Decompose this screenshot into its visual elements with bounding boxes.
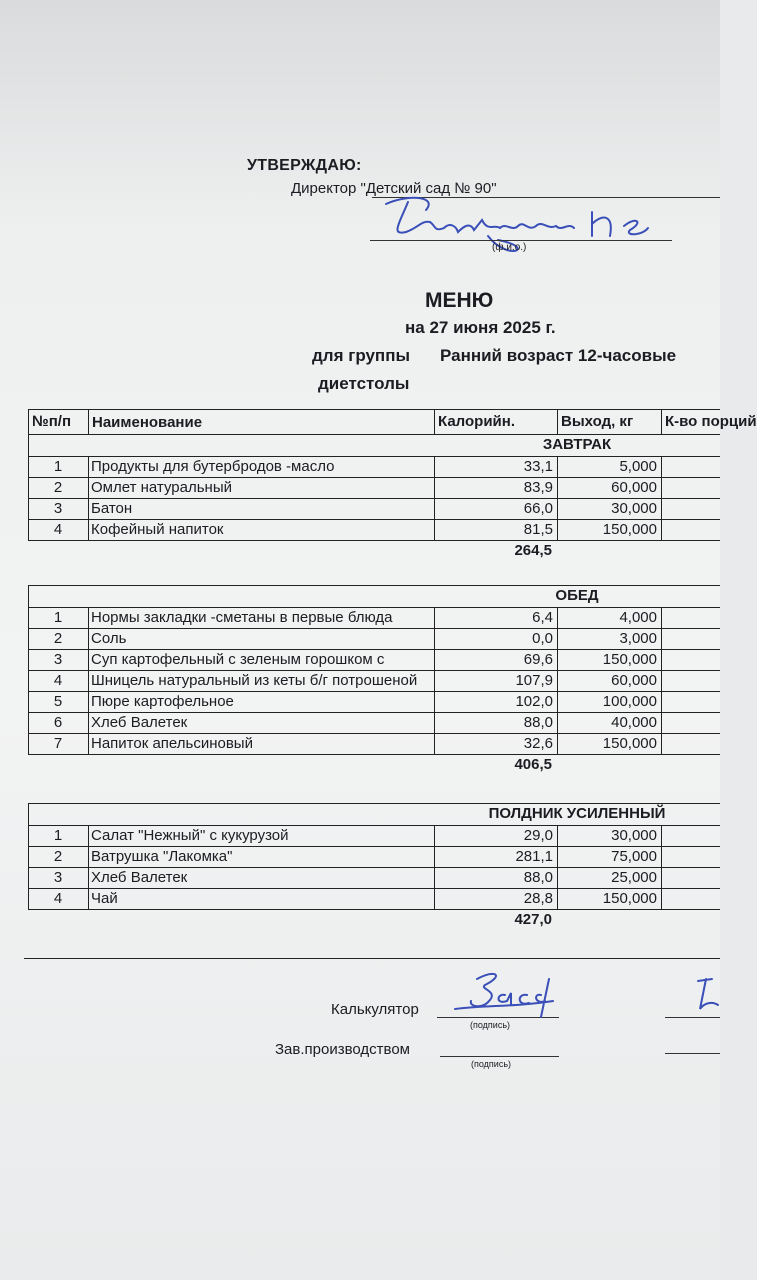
row-divider xyxy=(661,456,662,477)
row-divider xyxy=(557,825,558,846)
table-header-divider xyxy=(88,409,89,434)
row-divider xyxy=(661,867,662,888)
row-divider xyxy=(88,867,89,888)
header-name: Наименование xyxy=(92,414,203,431)
director-label: Директор "Детский сад № 90" xyxy=(291,180,497,197)
row-dish-name: Суп картофельный с зеленым горошком с xyxy=(91,651,385,668)
fio-underline xyxy=(370,240,672,241)
row-yield: 3,000 xyxy=(619,630,657,647)
calculator-second-line xyxy=(665,1017,720,1018)
row-number: 7 xyxy=(53,735,63,752)
row-divider xyxy=(434,712,435,733)
row-divider xyxy=(661,691,662,712)
row-calories: 107,9 xyxy=(515,672,553,689)
row-dish-name: Кофейный напиток xyxy=(91,521,224,538)
row-divider xyxy=(661,733,662,754)
header-num: №п/п xyxy=(32,413,72,430)
row-yield: 75,000 xyxy=(611,848,657,865)
row-divider xyxy=(661,607,662,628)
row-yield: 150,000 xyxy=(602,651,657,668)
row-yield: 60,000 xyxy=(611,479,657,496)
row-divider xyxy=(88,456,89,477)
section-top-rule xyxy=(28,803,720,804)
row-bottom-rule xyxy=(28,754,720,755)
row-calories: 6,4 xyxy=(532,609,553,626)
table-header-divider xyxy=(434,409,435,434)
row-divider xyxy=(661,628,662,649)
row-calories: 88,0 xyxy=(523,714,553,731)
row-dish-name: Чай xyxy=(91,890,118,907)
row-calories: 0,0 xyxy=(532,630,553,647)
row-calories: 29,0 xyxy=(523,827,553,844)
row-divider xyxy=(434,477,435,498)
menu-title: МЕНЮ xyxy=(425,289,494,312)
row-calories: 81,5 xyxy=(523,521,553,538)
row-number: 4 xyxy=(53,890,63,907)
row-divider xyxy=(557,649,558,670)
row-number: 1 xyxy=(53,827,63,844)
row-divider xyxy=(434,670,435,691)
group-value: Ранний возраст 12-часовые xyxy=(440,346,677,365)
production-signature-caption: (подпись) xyxy=(471,1059,512,1069)
row-number: 5 xyxy=(53,693,63,710)
row-yield: 25,000 xyxy=(611,869,657,886)
table-header-bottom-rule xyxy=(28,434,720,435)
calculator-label: Калькулятор xyxy=(331,1001,419,1018)
row-calories: 88,0 xyxy=(523,869,553,886)
row-divider xyxy=(434,825,435,846)
menu-date: на 27 июня 2025 г. xyxy=(405,318,556,337)
row-divider xyxy=(557,670,558,691)
header-yield: Выход, кг xyxy=(561,413,634,430)
row-number: 6 xyxy=(53,714,63,731)
row-divider xyxy=(88,825,89,846)
row-divider xyxy=(557,733,558,754)
table-header-divider xyxy=(28,409,29,434)
row-dish-name: Продукты для бутербродов -масло xyxy=(91,458,335,475)
row-yield: 150,000 xyxy=(602,890,657,907)
group-label: для группы xyxy=(312,346,410,365)
header-qty: К-во порций xyxy=(665,413,757,430)
row-yield: 60,000 xyxy=(611,672,657,689)
row-dish-name: Шницель натуральный из кеты б/г потрошеной xyxy=(91,672,418,689)
row-divider xyxy=(434,519,435,540)
row-divider xyxy=(661,519,662,540)
footer-divider xyxy=(24,958,720,959)
production-second-line xyxy=(665,1053,720,1054)
fio-caption: (ф.и.о.) xyxy=(492,242,527,253)
row-divider xyxy=(434,846,435,867)
row-divider xyxy=(434,888,435,909)
row-dish-name: Пюре картофельное xyxy=(91,693,234,710)
row-calories: 32,6 xyxy=(523,735,553,752)
row-divider xyxy=(434,456,435,477)
row-divider xyxy=(434,607,435,628)
row-calories: 281,1 xyxy=(515,848,553,865)
row-divider xyxy=(88,498,89,519)
section-top-rule xyxy=(28,585,720,586)
row-divider xyxy=(661,825,662,846)
row-yield: 4,000 xyxy=(619,609,657,626)
table-header-divider xyxy=(557,409,558,434)
row-divider xyxy=(557,607,558,628)
row-divider xyxy=(88,477,89,498)
row-yield: 150,000 xyxy=(602,735,657,752)
row-divider xyxy=(88,712,89,733)
row-number: 3 xyxy=(53,651,63,668)
row-divider xyxy=(434,649,435,670)
row-yield: 100,000 xyxy=(602,693,657,710)
row-divider xyxy=(88,733,89,754)
approve-label: УТВЕРЖДАЮ: xyxy=(247,157,362,174)
row-calories: 66,0 xyxy=(523,500,553,517)
row-divider xyxy=(557,456,558,477)
header-kcal: Калорийн. xyxy=(438,413,516,430)
calculator-signature-caption: (подпись) xyxy=(470,1020,511,1030)
row-divider xyxy=(661,712,662,733)
row-divider xyxy=(557,888,558,909)
row-divider xyxy=(557,628,558,649)
row-yield: 40,000 xyxy=(611,714,657,731)
section-title-1: ОБЕД xyxy=(555,587,599,604)
section-title-0: ЗАВТРАК xyxy=(542,436,612,453)
row-divider xyxy=(88,607,89,628)
calculator-handwritten-signature xyxy=(455,965,555,1025)
row-calories: 102,0 xyxy=(515,693,553,710)
row-number: 1 xyxy=(53,458,63,475)
row-number: 2 xyxy=(53,848,63,865)
production-label: Зав.производством xyxy=(275,1041,410,1058)
row-number: 4 xyxy=(53,521,63,538)
production-signature-line xyxy=(440,1056,559,1057)
row-divider xyxy=(557,477,558,498)
row-divider xyxy=(88,628,89,649)
row-divider xyxy=(557,519,558,540)
row-calories: 33,1 xyxy=(523,458,553,475)
section-title-2: ПОЛДНИК УСИЛЕННЫЙ xyxy=(488,805,666,822)
row-dish-name: Батон xyxy=(91,500,133,517)
row-number: 3 xyxy=(53,869,63,886)
row-divider xyxy=(557,712,558,733)
partial-handwritten-mark xyxy=(692,975,720,1015)
row-dish-name: Соль xyxy=(91,630,127,647)
row-divider xyxy=(88,519,89,540)
section-total-1: 406,5 xyxy=(514,756,552,773)
row-divider xyxy=(434,498,435,519)
row-number: 4 xyxy=(53,672,63,689)
row-dish-name: Омлет натуральный xyxy=(91,479,232,496)
row-divider xyxy=(557,498,558,519)
row-divider xyxy=(434,628,435,649)
row-dish-name: Ватрушка "Лакомка" xyxy=(91,848,233,865)
row-divider xyxy=(661,649,662,670)
row-yield: 5,000 xyxy=(619,458,657,475)
row-divider xyxy=(557,691,558,712)
row-divider xyxy=(88,691,89,712)
diet-label: диетстолы xyxy=(318,374,410,393)
row-divider xyxy=(661,888,662,909)
row-divider xyxy=(88,649,89,670)
row-divider xyxy=(661,498,662,519)
row-calories: 69,6 xyxy=(523,651,553,668)
row-divider xyxy=(88,888,89,909)
row-yield: 150,000 xyxy=(602,521,657,538)
row-divider xyxy=(557,846,558,867)
table-header-divider xyxy=(661,409,662,434)
table-header-top-rule xyxy=(28,409,720,410)
row-divider xyxy=(661,670,662,691)
row-dish-name: Нормы закладки -сметаны в первые блюда xyxy=(91,609,393,626)
row-divider xyxy=(661,846,662,867)
row-bottom-rule xyxy=(28,909,720,910)
row-dish-name: Хлеб Валетек xyxy=(91,869,188,886)
row-dish-name: Напиток апельсиновый xyxy=(91,735,253,752)
row-divider xyxy=(88,670,89,691)
director-handwritten-signature xyxy=(378,192,688,252)
row-calories: 28,8 xyxy=(523,890,553,907)
row-bottom-rule xyxy=(28,540,720,541)
row-divider xyxy=(661,477,662,498)
row-dish-name: Салат "Нежный" с кукурузой xyxy=(91,827,289,844)
row-divider xyxy=(557,867,558,888)
row-divider xyxy=(434,733,435,754)
section-total-0: 264,5 xyxy=(514,542,552,559)
row-divider xyxy=(434,867,435,888)
row-yield: 30,000 xyxy=(611,500,657,517)
section-total-2: 427,0 xyxy=(514,911,552,928)
row-dish-name: Хлеб Валетек xyxy=(91,714,188,731)
row-divider xyxy=(88,846,89,867)
row-number: 3 xyxy=(53,500,63,517)
row-yield: 30,000 xyxy=(611,827,657,844)
row-number: 2 xyxy=(53,479,63,496)
row-calories: 83,9 xyxy=(523,479,553,496)
row-number: 1 xyxy=(53,609,63,626)
row-number: 2 xyxy=(53,630,63,647)
row-divider xyxy=(434,691,435,712)
